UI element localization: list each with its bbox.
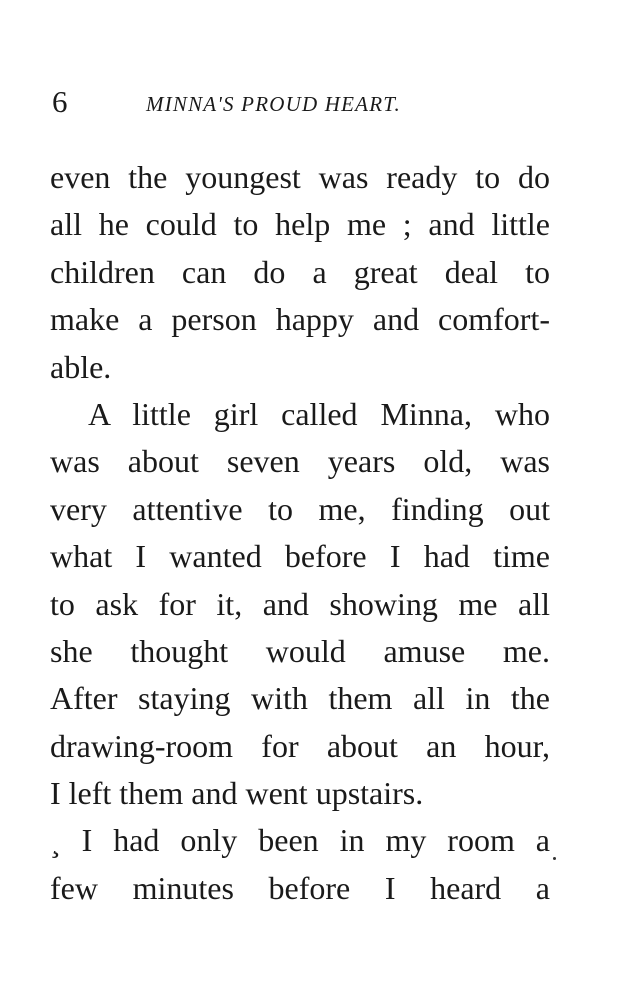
text-line: A little girl called Minna, who: [88, 395, 550, 432]
page-number: 6: [52, 84, 68, 119]
text-line: ¸ I had only been in my room a: [50, 822, 550, 859]
running-title: MINNA'S PROUD HEART.: [146, 92, 401, 116]
ink-speck: [553, 857, 556, 860]
text-line: After staying with them all in the: [50, 680, 550, 717]
text-line: few minutes before I heard a: [50, 869, 550, 906]
text-line: make a person happy and comfort-: [50, 301, 550, 338]
text-line: very attentive to me, finding out: [50, 490, 550, 527]
text-line: able.: [50, 348, 112, 385]
text-line: I left them and went upstairs.: [50, 775, 424, 812]
text-line: all he could to help me ; and little: [50, 206, 550, 243]
text-line: children can do a great deal to: [50, 253, 550, 290]
text-line: drawing-room for about an hour,: [50, 727, 550, 764]
text-line: she thought would amuse me.: [50, 632, 550, 669]
page-header: [52, 82, 552, 122]
text-line: to ask for it, and showing me all: [50, 585, 550, 622]
text-line: was about seven years old, was: [50, 443, 550, 480]
text-line: even the youngest was ready to do: [50, 159, 550, 195]
text-line: what I wanted before I had time: [50, 538, 550, 575]
body-text: [50, 154, 550, 912]
